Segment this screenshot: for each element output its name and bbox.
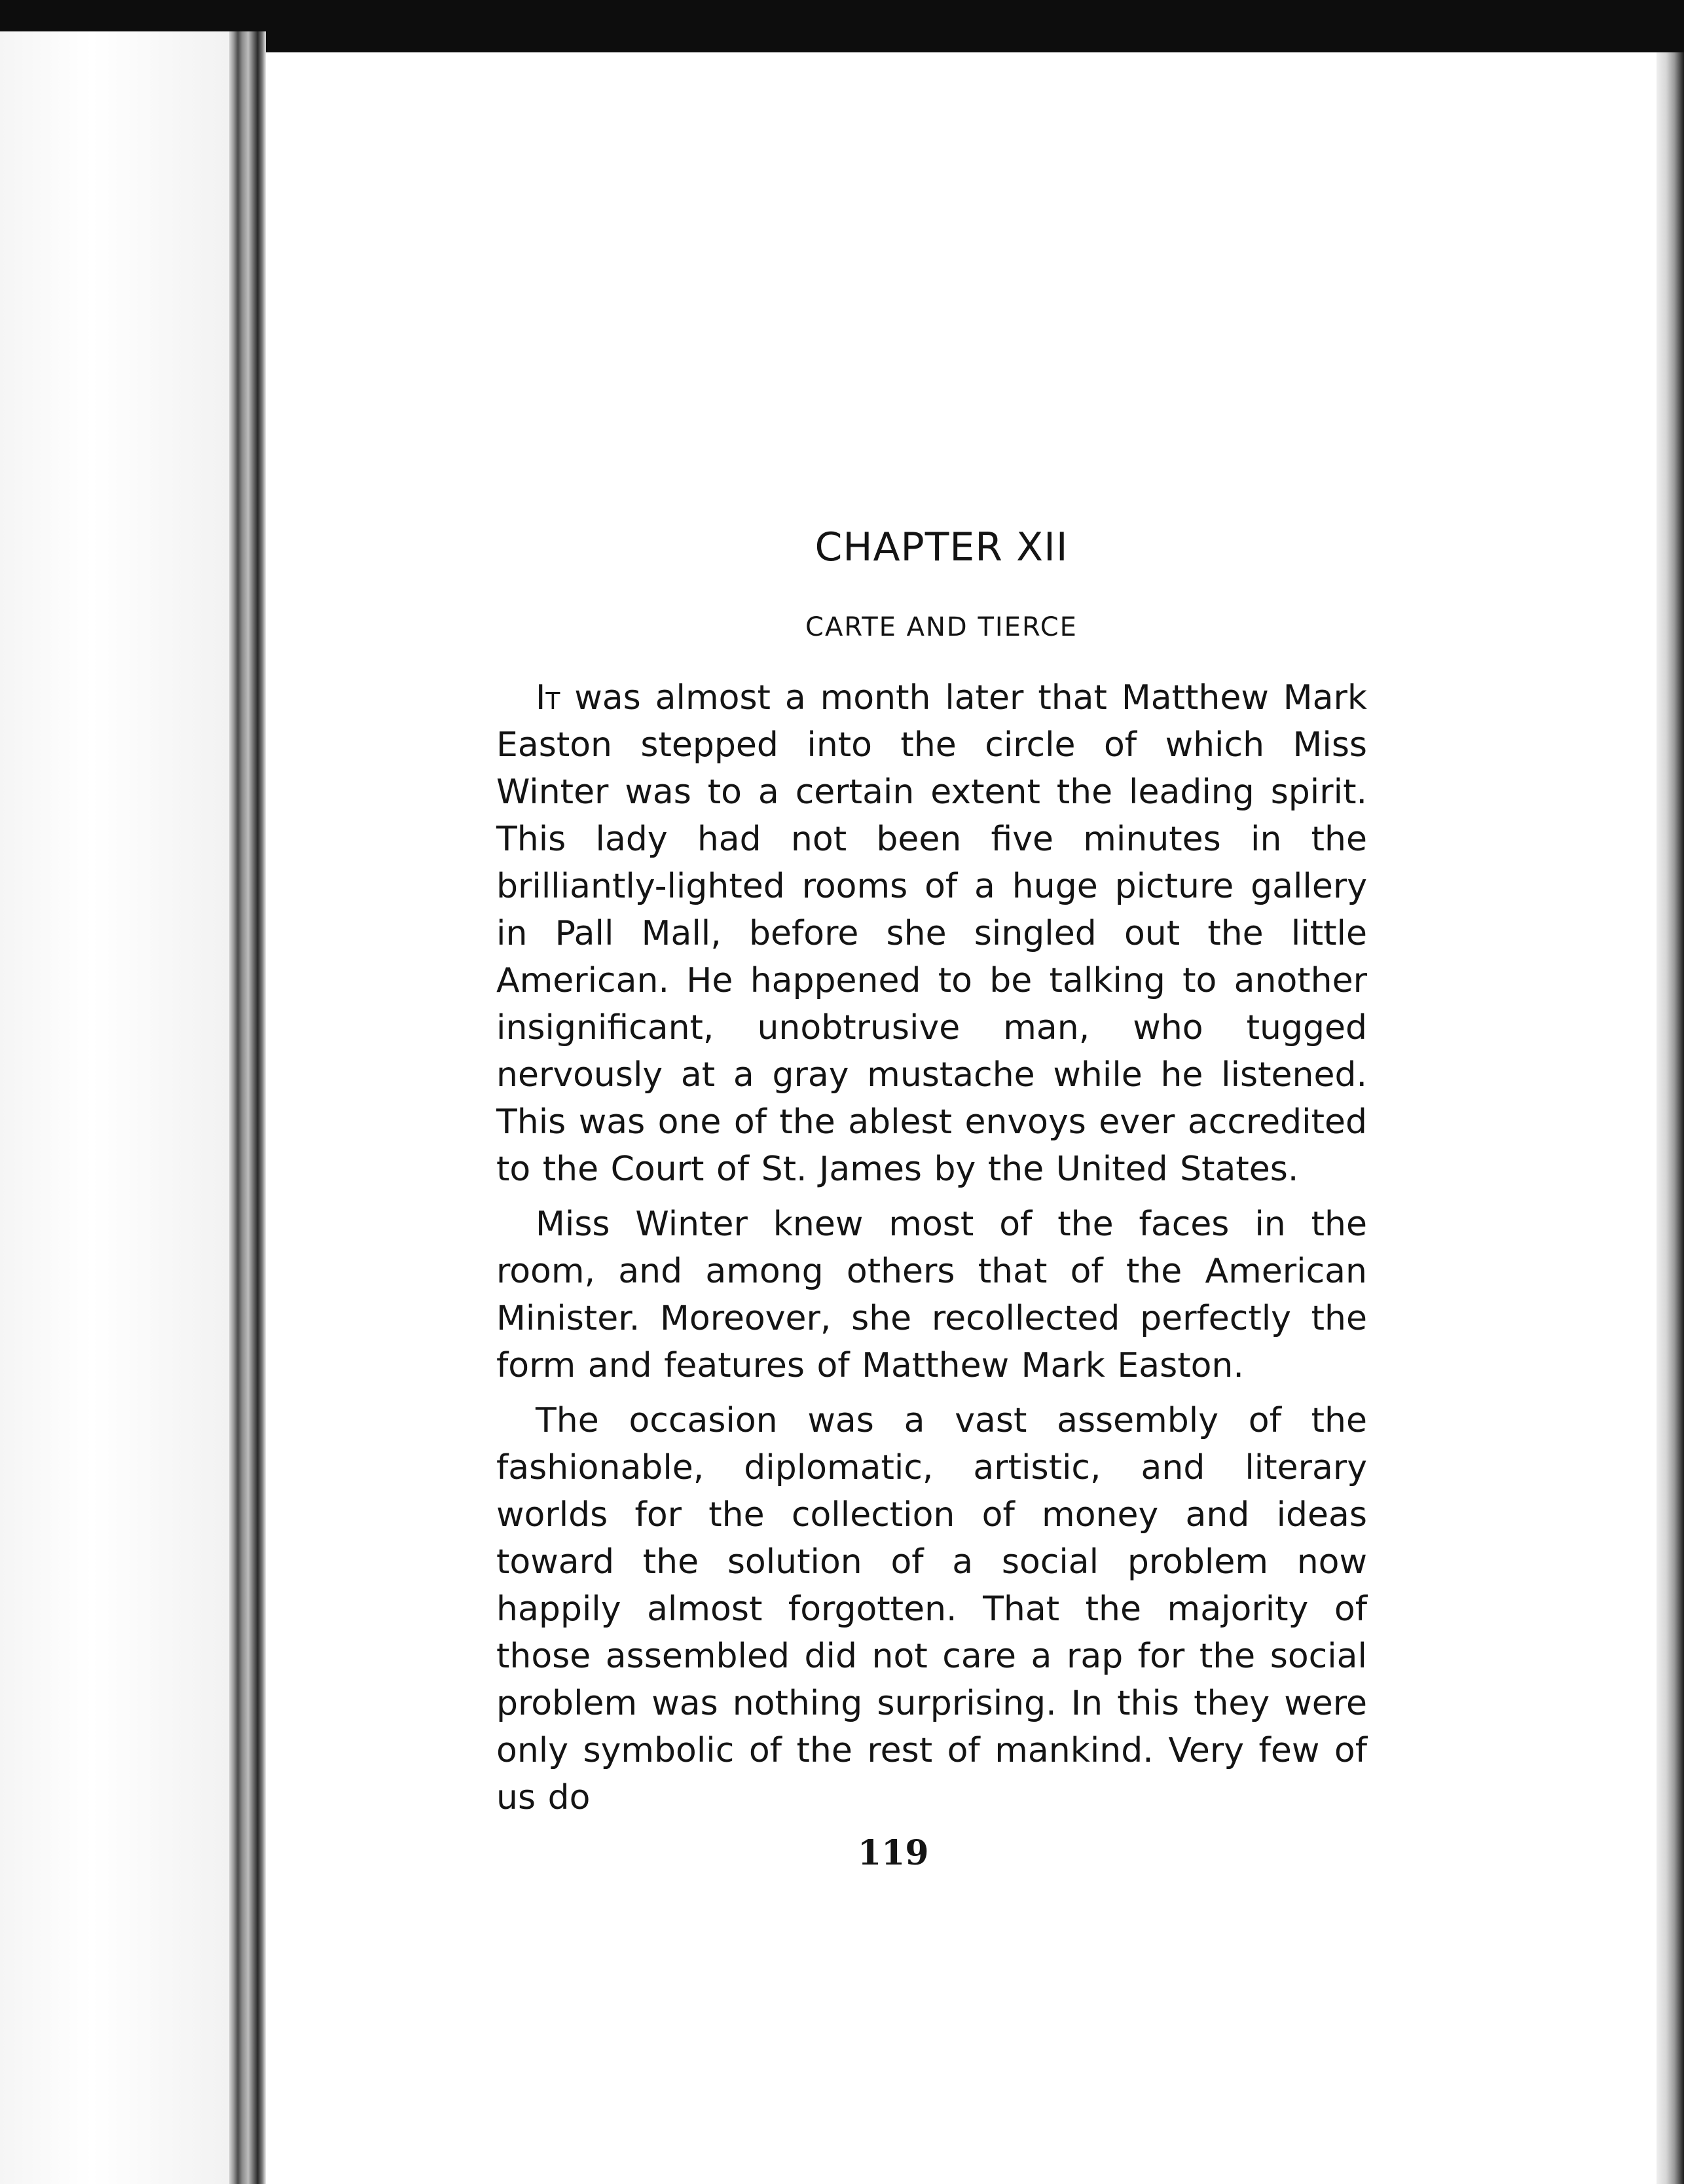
- page-text-block: [496, 524, 1367, 1829]
- left-page-blank: [0, 31, 229, 2184]
- book-spine-gutter: [229, 31, 266, 2184]
- right-page-edge: [1657, 52, 1684, 2184]
- paragraph-1: [496, 674, 1367, 1193]
- chapter-title: CHAPTER XII: [815, 524, 1069, 570]
- page-number: 119: [858, 1833, 929, 1873]
- section-title: CARTE AND TIERCE: [805, 612, 1078, 642]
- paragraph-3: The occasion was a vast assembly of the fashionable, diplomatic, artistic, and literary worlds for the collection of money and ideas toward the solution of a social problem now happily almost forgotten. That the majority of those assembled did not care a rap for the social problem was nothing surprising. In this they were only symbolic of the rest of mankind. Very few of us do: [496, 1401, 1367, 1817]
- paragraph-1-lead-word: It: [536, 678, 560, 718]
- paragraph-2: Miss Winter knew most of the faces in the room, and among others that of the American Minister. Moreover, she recollected perfectly the form and features of Matthew Mark Easton.: [496, 1205, 1367, 1385]
- paragraph-1-text: was almost a month later that Matthew Mark Easton stepped into the circle of which Miss Winter was to a certain extent the leading spirit. This lady had not been five minutes in the brilliantly-lighted rooms of a huge picture gallery in Pall Mall, before she singled out the little American. He happened to be talking to another insignificant, unobtrusive man, who tugged nervously at a gray mustache while he listened. This was one of the ablest envoys ever accredited to the Court of St. James by the United States.: [496, 678, 1367, 1189]
